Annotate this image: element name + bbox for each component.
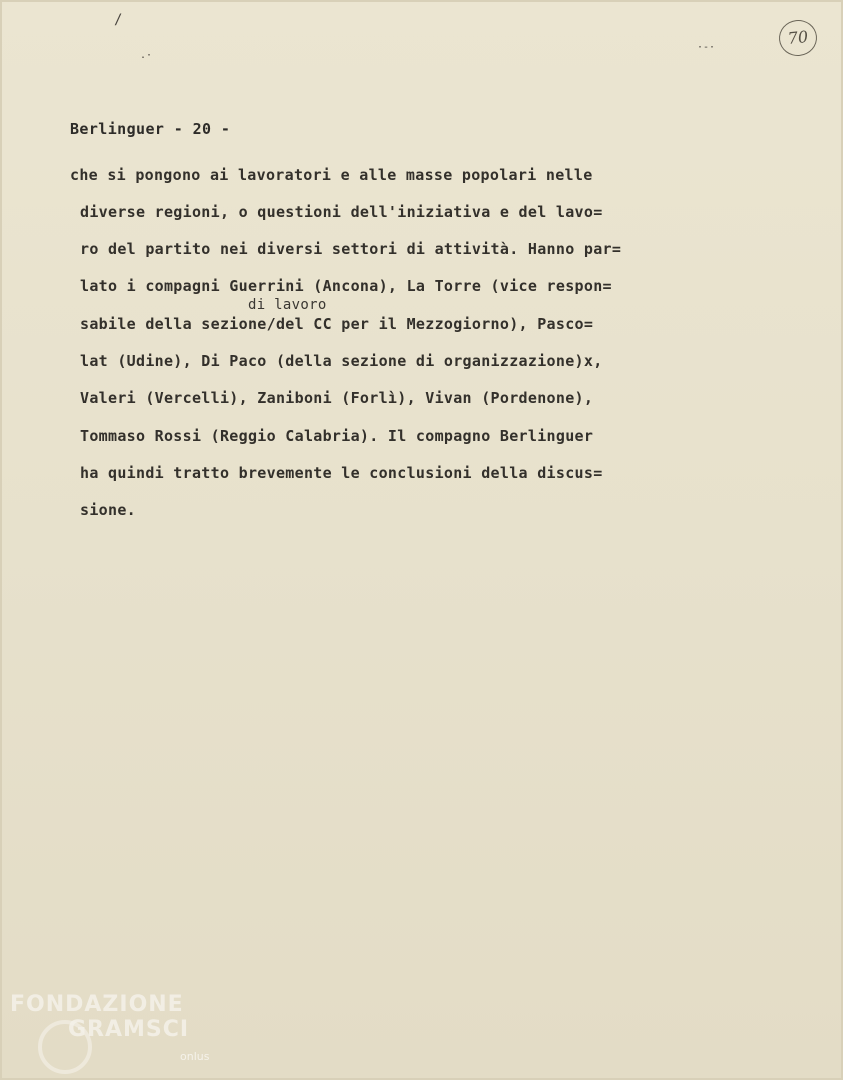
body-line-1: che si pongono ai lavoratori e alle masse popolari nelle	[70, 166, 593, 184]
body-line-6: lat (Udine), Di Paco (della sezione di organizzazione)x,	[80, 352, 603, 370]
body-line-8: Tommaso Rossi (Reggio Calabria). Il compagno Berlinguer	[80, 427, 594, 445]
watermark	[10, 992, 189, 1042]
body-line-10: sione.	[80, 501, 136, 519]
handwritten-insertion: di lavoro	[248, 297, 327, 313]
body-line-4: lato i compagni Guerrini (Ancona), La Torre (vice respon=	[80, 277, 612, 295]
watermark-suffix: onlus	[180, 1050, 210, 1063]
body-line-5: sabile della sezione/del CC per il Mezzogiorno), Pasco=	[80, 315, 594, 333]
pencil-mark-top: /	[114, 12, 123, 28]
body-line-9: ha quindi tratto brevemente le conclusioni della discus=	[80, 464, 603, 482]
body-line-3: ro del partito nei diversi settori di attività. Hanno par=	[80, 240, 622, 258]
body-line-2: diverse regioni, o questioni dell'iniziativa e del lavo=	[80, 203, 603, 221]
ink-mark-right: ·-·	[697, 42, 716, 53]
page-number-circled: 70	[777, 18, 819, 58]
watermark-line-1: FONDAZIONE	[10, 992, 184, 1017]
watermark-line-2: GRAMSCI	[68, 1017, 190, 1042]
page-header: Berlinguer - 20 -	[70, 120, 231, 138]
ink-mark-left: .·	[140, 50, 153, 61]
body-line-7: Valeri (Vercelli), Zaniboni (Forlì), Vivan (Pordenone),	[80, 389, 594, 407]
